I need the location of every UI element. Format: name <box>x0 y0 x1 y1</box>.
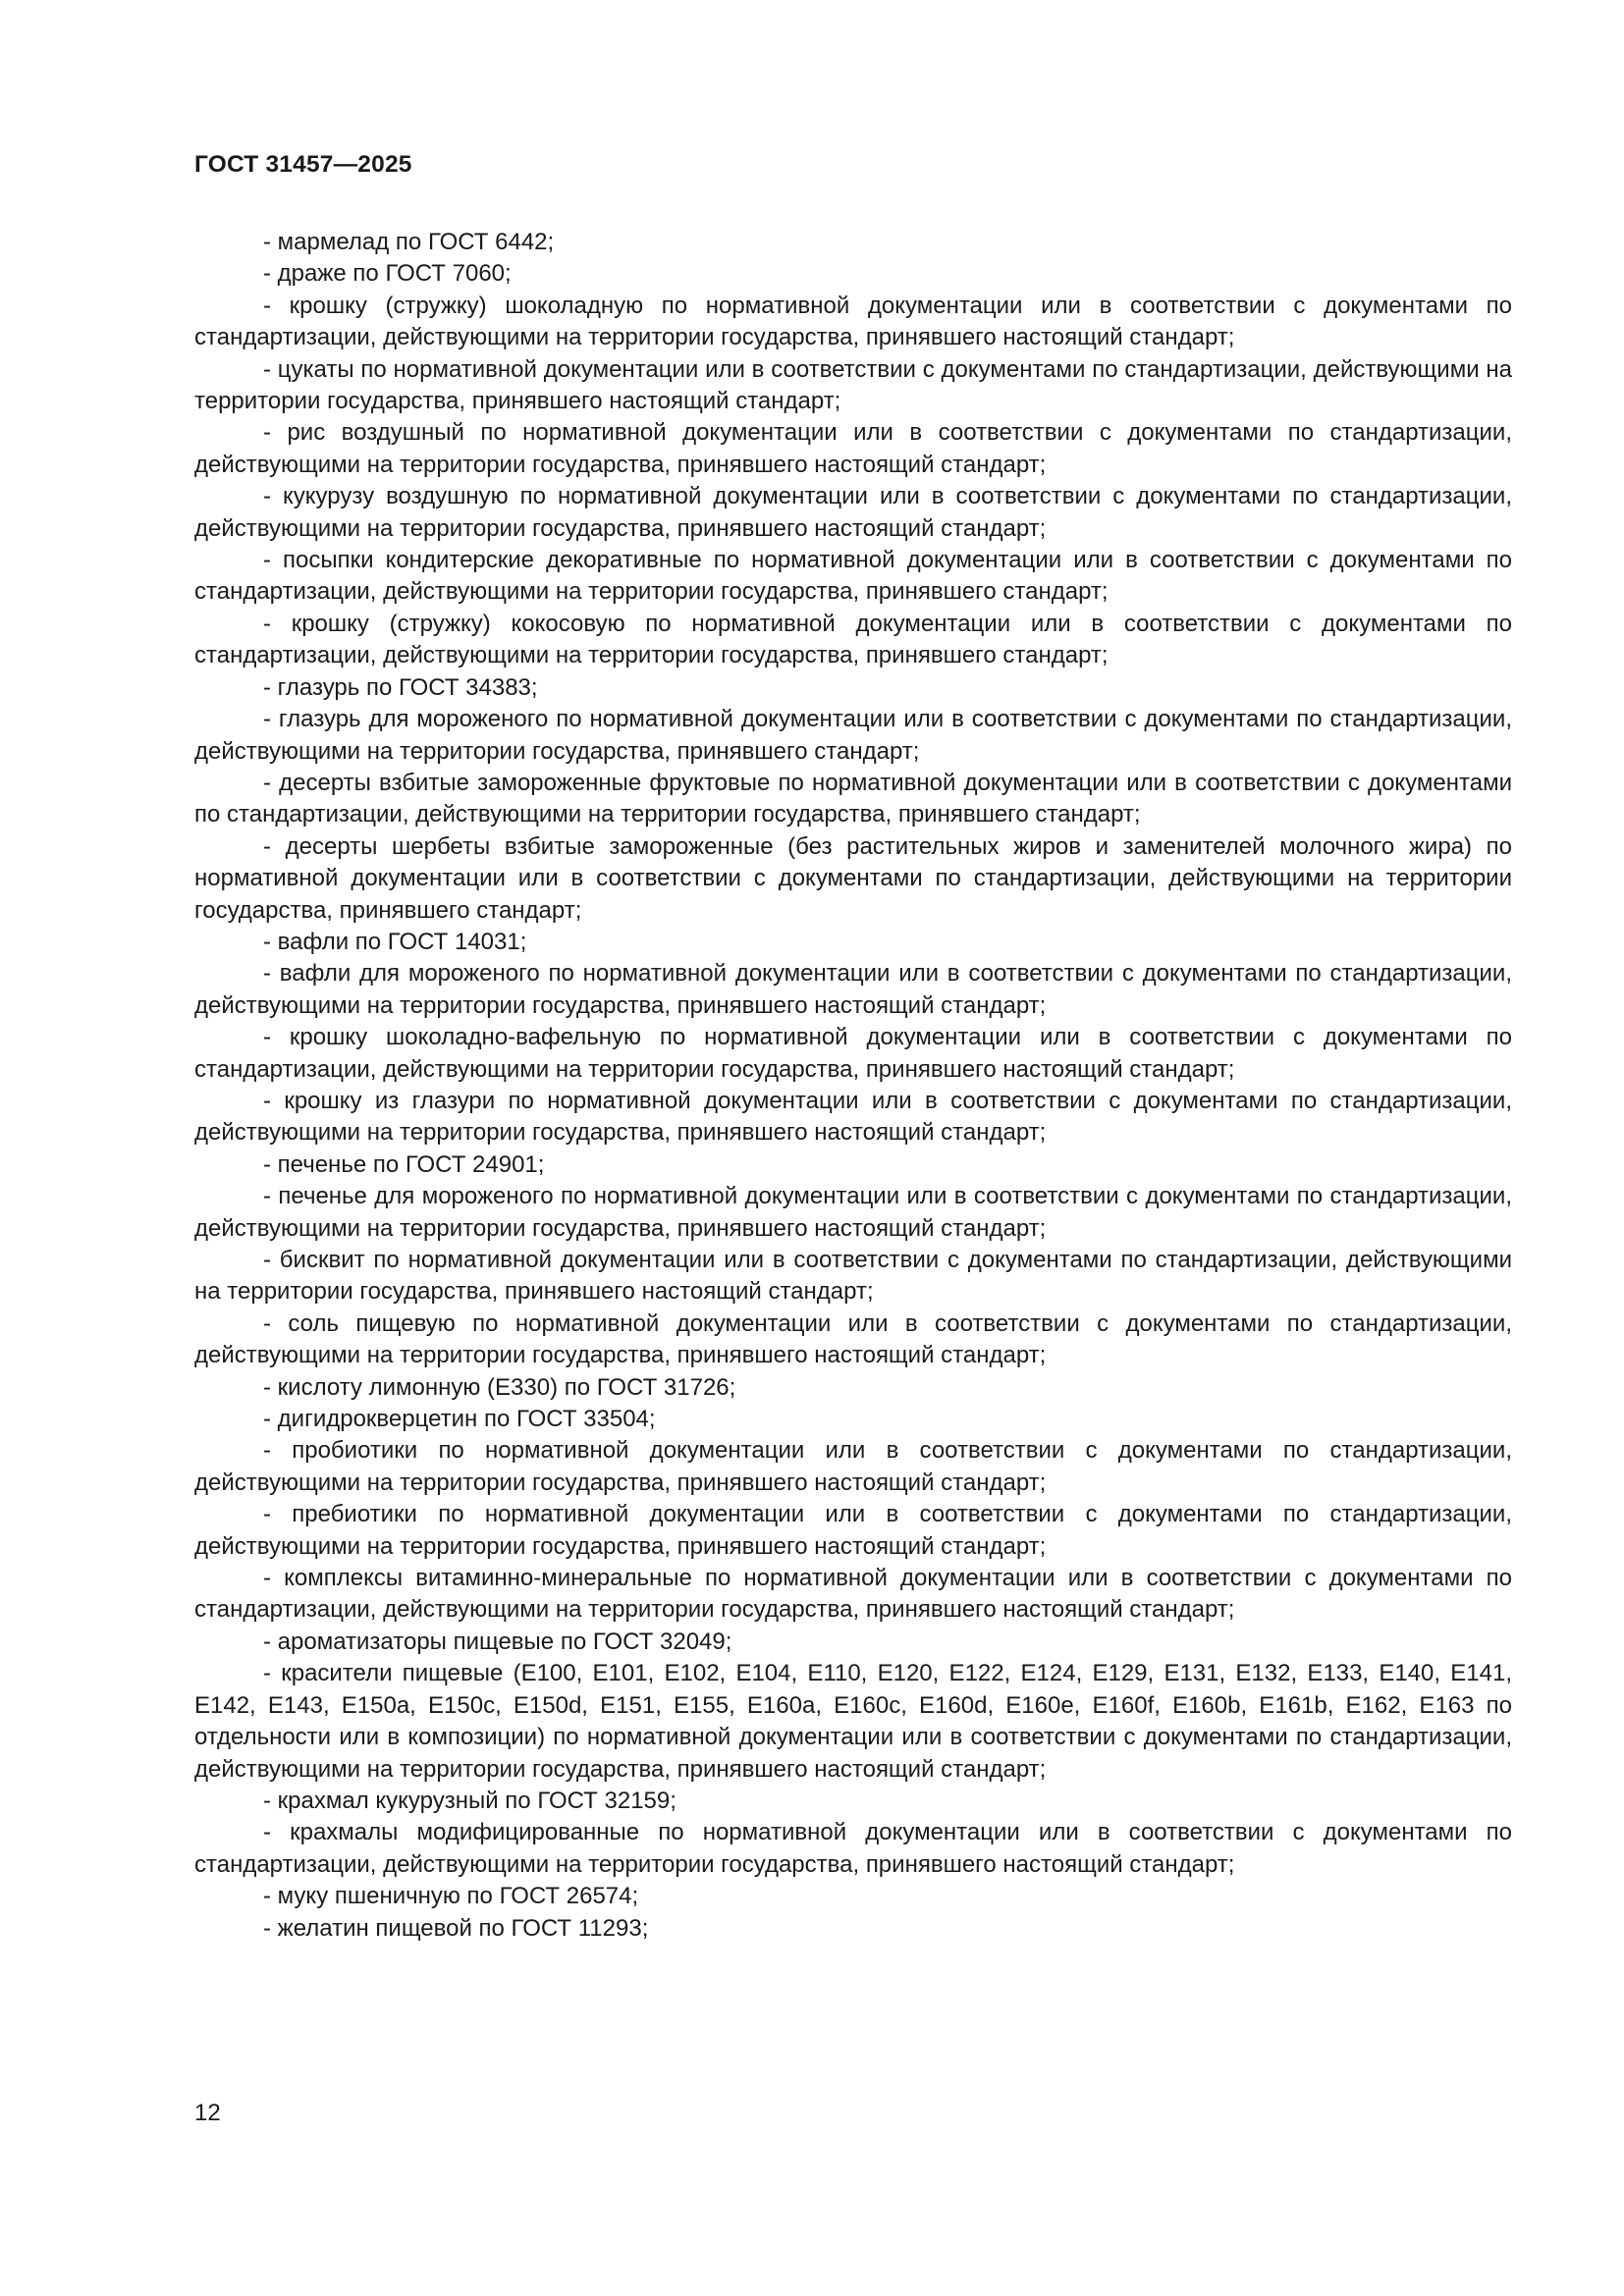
list-item: - муку пшеничную по ГОСТ 26574; <box>263 1883 639 1910</box>
list-item: - рис воздушный по нормативной документации или в соответствии с документами по стандартизации, действующими на территории государства, принявшего настоящий стандарт; <box>194 419 1512 478</box>
page-number: 12 <box>194 2100 221 2126</box>
list-item: - цукаты по нормативной документации или в соответствии с документами по стандартизации, действующими на территории государства, принявшего настоящий стандарт; <box>194 355 1512 415</box>
list-item: - соль пищевую по нормативной документации или в соответствии с документами по стандартизации, действующими на территории государства, принявшего настоящий стандарт; <box>194 1309 1512 1369</box>
document-header: ГОСТ 31457—2025 <box>194 151 412 178</box>
list-item: - желатин пищевой по ГОСТ 11293; <box>263 1914 649 1942</box>
list-item: - ароматизаторы пищевые по ГОСТ 32049; <box>263 1628 732 1655</box>
list-item: - драже по ГОСТ 7060; <box>263 260 512 288</box>
list-item: - печенье для мороженого по нормативной документации или в соответствии с документами по стандартизации, действующими на территории государства, принявшего настоящий стандарт; <box>194 1183 1512 1242</box>
list-item: - печенье по ГОСТ 24901; <box>263 1150 545 1178</box>
list-item: - бисквит по нормативной документации или в соответствии с документами по стандартизации, действующими на территории государства, принявшего настоящий стандарт; <box>194 1247 1512 1306</box>
document-body <box>194 227 1512 1945</box>
list-item: - крошку из глазури по нормативной документации или в соответствии с документами по стандартизации, действующими на территории государства, принявшего настоящий стандарт; <box>194 1087 1512 1147</box>
list-item: - дигидрокверцетин по ГОСТ 33504; <box>263 1406 656 1433</box>
list-item: - глазурь по ГОСТ 34383; <box>263 673 538 701</box>
list-item: - красители пищевые (Е100, Е101, Е102, Е104, Е110, Е120, Е122, Е124, Е129, Е131, Е132, Е133, Е140, Е141, Е142, Е143, Е150а, Е150с, Е150d, Е151, Е155, Е160а, Е160с, Е160d, Е160е, Е160f, Е160b, Е161b, Е162, Е163 по отдельности или в композиции) по нормативной документации или в соответствии с документами по стандартизации, действующими на территории государства, принявшего настоящий стандарт; <box>194 1660 1512 1783</box>
list-item: - вафли для мороженого по нормативной документации или в соответствии с документами по стандартизации, действующими на территории государства, принявшего настоящий стандарт; <box>194 960 1512 1019</box>
list-item: - мармелад по ГОСТ 6442; <box>263 229 555 255</box>
list-item: - кислоту лимонную (Е330) по ГОСТ 31726; <box>263 1373 736 1401</box>
list-item: - вафли по ГОСТ 14031; <box>263 928 527 955</box>
list-item: - посыпки кондитерские декоративные по нормативной документации или в соответствии с документами по стандартизации, действующими на территории государства, принявшего стандарт; <box>194 547 1512 606</box>
list-item: - крахмалы модифицированные по нормативной документации или в соответствии с документами по стандартизации, действующими на территории государства, принявшего настоящий стандарт; <box>194 1819 1512 1878</box>
list-item: - крахмал кукурузный по ГОСТ 32159; <box>263 1787 677 1814</box>
list-item: - крошку (стружку) шоколадную по нормативной документации или в соответствии с документами по стандартизации, действующими на территории государства, принявшего настоящий стандарт; <box>194 292 1512 351</box>
list-item: - крошку шоколадно-вафельную по нормативной документации или в соответствии с документами по стандартизации, действующими на территории государства, принявшего настоящий стандарт; <box>194 1024 1512 1083</box>
list-item: - крошку (стружку) кокосовую по нормативной документации или в соответствии с документами по стандартизации, действующими на территории государства, принявшего стандарт; <box>194 610 1512 669</box>
list-item: - глазурь для мороженого по нормативной документации или в соответствии с документами по стандартизации, действующими на территории государства, принявшего стандарт; <box>194 706 1512 765</box>
list-item: - десерты шербеты взбитые замороженные (без растительных жиров и заменителей молочного жира) по нормативной документации или в соответствии с документами по стандартизации, действующими на территории государства, принявшего стандарт; <box>194 832 1512 924</box>
list-item: - кукурузу воздушную по нормативной документации или в соответствии с документами по стандартизации, действующими на территории государства, принявшего настоящий стандарт; <box>194 483 1512 542</box>
list-item: - комплексы витаминно-минеральные по нормативной документации или в соответствии с документами по стандартизации, действующими на территории государства, принявшего настоящий стандарт; <box>194 1565 1512 1624</box>
list-item: - пробиотики по нормативной документации или в соответствии с документами по стандартизации, действующими на территории государства, принявшего настоящий стандарт; <box>194 1437 1512 1496</box>
list-item: - пребиотики по нормативной документации или в соответствии с документами по стандартизации, действующими на территории государства, принявшего настоящий стандарт; <box>194 1501 1512 1560</box>
list-item: - десерты взбитые замороженные фруктовые по нормативной документации или в соответствии с документами по стандартизации, действующими на территории государства, принявшего стандарт; <box>194 769 1512 828</box>
